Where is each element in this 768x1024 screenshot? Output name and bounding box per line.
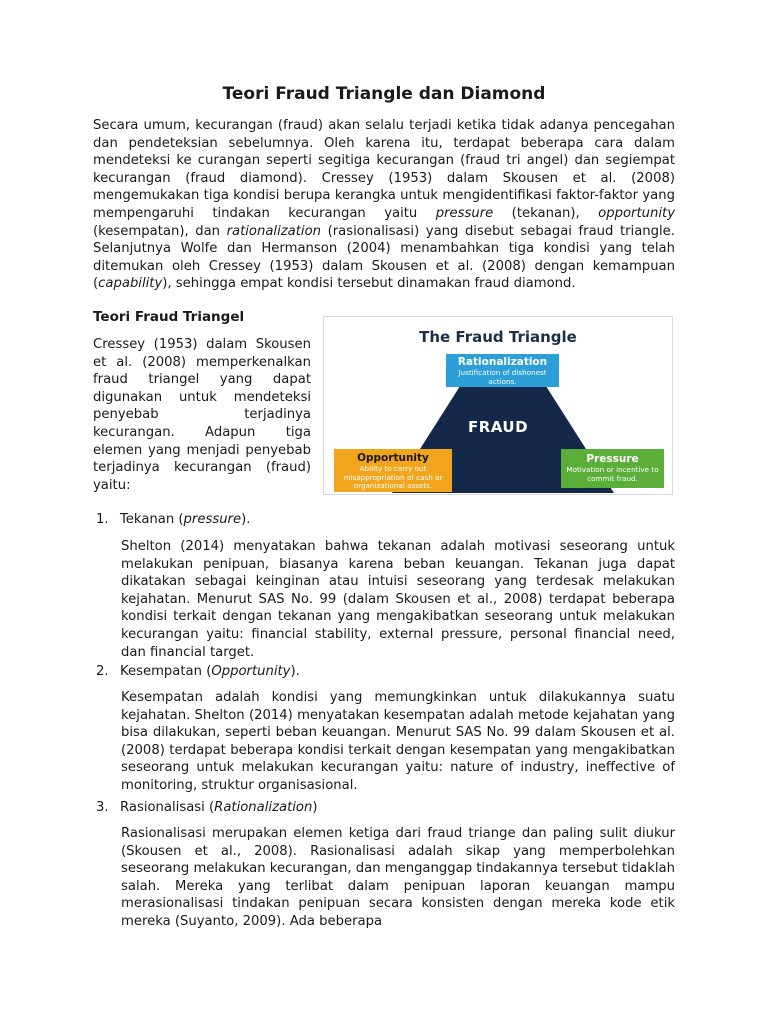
intro-text-1: Secara umum, kecurangan (fraud) akan selalu terjadi ketika tidak adanya pencegahan dan pendeteksian sebelumnya. Oleh karena itu, terdapat beberapa cara dalam mendeteksi ke curangan seperti segitiga kecurangan (fraud tri angel) dan segiempat kecurangan (fraud diamond). Cressey (1953) dalam Skousen et al. (2008) mengemukakan tiga kondisi berupa kerangka untuk mengidentifikasi faktor-faktor yang mempengaruhi tindakan kecurangan yaitu bbox=[93, 118, 675, 221]
list-item-label-end: ). bbox=[290, 664, 300, 679]
list-item-opportunity bbox=[96, 663, 300, 681]
opportunity-heading: Opportunity bbox=[357, 452, 429, 464]
pressure-box bbox=[561, 449, 664, 488]
pressure-heading: Pressure bbox=[586, 453, 639, 465]
list-item-pressure bbox=[96, 511, 250, 529]
term-pressure: pressure bbox=[435, 205, 494, 221]
side-paragraph: Cressey (1953) dalam Skousen et al. (2008) memperkenalkan fraud triangel yang dapat digunakan untuk mendeteksi penyebab terjadinya kecurangan. Adapun tiga elemen yang menjadi penyebab terjadinya kecurangan (fraud) yaitu: bbox=[93, 337, 311, 493]
list-item-body-rationalization: Rasionalisasi merupakan elemen ketiga dari fraud triange dan paling sulit diukur (Skousen et al., 2008). Rasionalisasi adalah sikap yang memperbolehkan seseorang melakukan kecurangan, dan menganggap tindakannya tersebut tidaklah salah. Mereka yang terlibat dalam penipuan laporan keuangan mampu merasionalisasi tindakan penipuan secara konsisten dengan mereka kode etik mereka (Suyanto, 2009). Ada beberapa bbox=[121, 826, 675, 929]
intro-text-2: (tekanan), bbox=[493, 205, 599, 221]
document-title: Teori Fraud Triangle dan Diamond bbox=[222, 84, 546, 104]
list-item-body-pressure: Shelton (2014) menyatakan bahwa tekanan adalah motivasi seseorang untuk melakukan penipuan, biasanya karena beban keuangan. Tekanan juga dapat dikatakan sebagai keinginan atau intuisi seseorang yang terdesak melakukan kejahatan. Menurut SAS No. 99 (dalam Skousen et al., 2008) terdapat beberapa kondisi terkait dengan tekanan yang mengakibatkan seseorang untuk melakukan kecurangan yaitu: financial stability, external pressure, personal financial need, dan financial target. bbox=[121, 539, 675, 660]
list-item-label: Tekanan ( bbox=[120, 512, 184, 527]
list-item-term: Opportunity bbox=[211, 664, 291, 679]
list-item-label: Rasionalisasi ( bbox=[120, 800, 215, 815]
fraud-center-label: FRAUD bbox=[467, 418, 529, 436]
list-item-label: Kesempatan ( bbox=[120, 664, 212, 679]
figure-title: The Fraud Triangle bbox=[419, 328, 577, 346]
section-heading: Teori Fraud Triangel bbox=[93, 309, 245, 325]
term-rationalization: rationalization bbox=[226, 223, 322, 239]
opportunity-box bbox=[334, 449, 452, 492]
opportunity-description: Ability to carry out misappropriation of cash or organizational assets. bbox=[343, 464, 443, 490]
list-item-term: pressure bbox=[183, 512, 242, 527]
intro-text-5: ), sehingga empat kondisi tersebut dinamakan fraud diamond. bbox=[162, 276, 576, 292]
rationalization-box bbox=[446, 354, 559, 387]
rationalization-description: Justification of dishonest actions. bbox=[458, 368, 547, 386]
rationalization-heading: Rationalization bbox=[457, 356, 548, 368]
list-item-label-end: ) bbox=[312, 800, 318, 815]
intro-text-3: (kesempatan), dan bbox=[93, 223, 227, 239]
fraud-triangle-figure bbox=[323, 316, 673, 495]
intro-paragraph bbox=[93, 117, 675, 293]
list-item-number: 2. bbox=[96, 664, 109, 679]
pressure-description: Motivation or incentive to commit fraud. bbox=[566, 465, 659, 483]
list-item-number: 1. bbox=[96, 512, 109, 527]
term-opportunity: opportunity bbox=[598, 205, 675, 221]
list-item-label-end: ). bbox=[241, 512, 251, 527]
intro-text-4: (rasionalisasi) yang disebut sebagai fraud triangle. Selanjutnya Wolfe dan Hermanson (2004) menambahkan tiga kondisi yang telah ditemukan oleh Cressey (1953) dalam Skousen et al. (2008) dengan kemampuan ( bbox=[93, 223, 675, 292]
list-item-term: Rationalization bbox=[214, 800, 313, 815]
list-item-number: 3. bbox=[96, 800, 109, 815]
list-item-rationalization bbox=[96, 799, 318, 817]
list-item-body-opportunity: Kesempatan adalah kondisi yang memungkinkan untuk dilakukannya suatu kejahatan. Shelton (2014) menyatakan kesempatan adalah metode kejahatan yang bisa dilakukan, seperti beban keuangan. Menurut SAS No. 99 dalam Skousen et al. (2008) terdapat beberapa kondisi terkait dengan kesempatan yang mengakibatkan seseorang untuk melakukan kecurangan yaitu: nature of industry, ineffective of monitoring, struktur organisasional. bbox=[121, 690, 675, 793]
term-capability: capability bbox=[98, 276, 163, 292]
